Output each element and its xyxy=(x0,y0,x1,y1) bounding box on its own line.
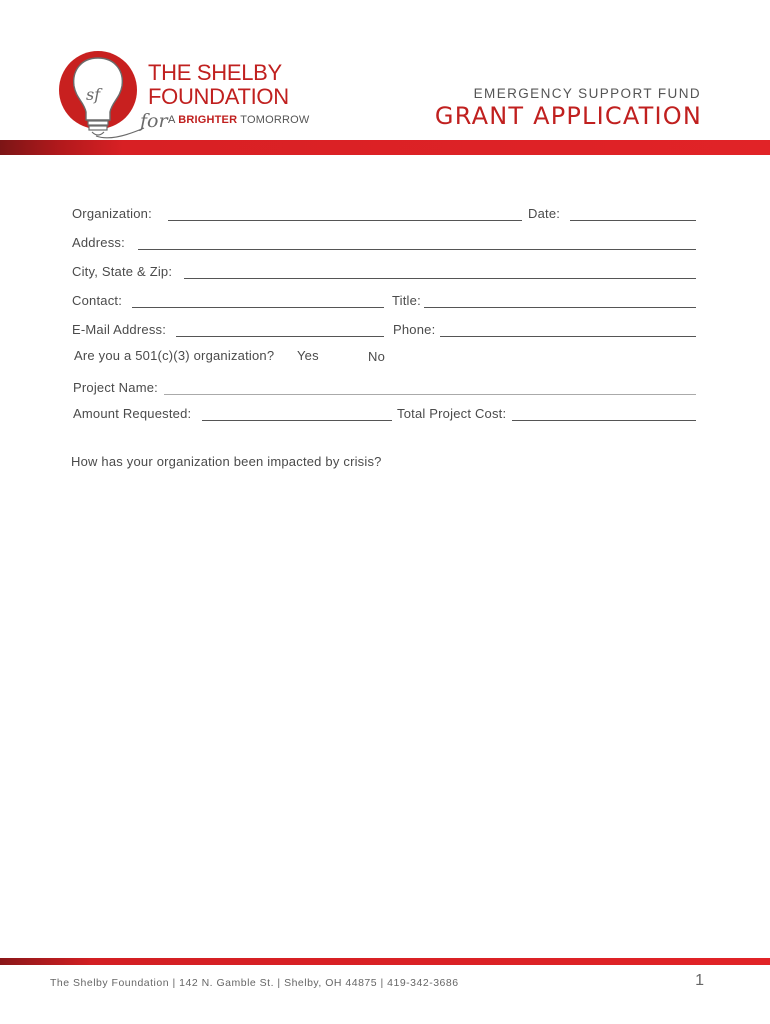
email-underline xyxy=(176,336,384,337)
amount-requested-label: Amount Requested: xyxy=(73,406,192,421)
address-underline xyxy=(138,249,696,250)
phone-field[interactable] xyxy=(442,320,694,336)
tagline-emphasis: BRIGHTER xyxy=(178,114,238,126)
date-underline xyxy=(570,220,696,221)
footer-red-bar xyxy=(0,958,770,965)
logo-tagline xyxy=(168,114,310,126)
total-project-cost-field[interactable] xyxy=(514,404,694,420)
contact-label: Contact: xyxy=(72,293,123,308)
phone-label: Phone: xyxy=(393,322,436,337)
impact-question: How has your organization been impacted by crisis? xyxy=(71,454,382,469)
date-label: Date: xyxy=(528,206,561,221)
yes-label: Yes xyxy=(297,348,319,363)
organization-underline xyxy=(168,220,522,221)
email-field[interactable] xyxy=(178,320,382,336)
page-number: 1 xyxy=(695,972,704,989)
tagline-part-a: A xyxy=(168,114,179,126)
organization-field[interactable] xyxy=(170,204,520,220)
logo-for-script: for xyxy=(140,110,168,132)
question-501c3: Are you a 501(c)(3) organization? xyxy=(74,348,275,363)
address-label: Address: xyxy=(72,235,125,250)
organization-label: Organization: xyxy=(72,206,152,221)
date-field[interactable] xyxy=(572,204,694,220)
contact-underline xyxy=(132,307,384,308)
city-state-zip-label: City, State & Zip: xyxy=(72,264,173,279)
title-field[interactable] xyxy=(426,291,694,307)
email-label: E-Mail Address: xyxy=(72,322,167,337)
header-red-bar xyxy=(0,140,770,155)
logo-title-line1: THE SHELBY xyxy=(148,60,282,85)
city-state-zip-underline xyxy=(184,278,696,279)
city-state-zip-field[interactable] xyxy=(186,262,694,278)
contact-field[interactable] xyxy=(134,291,382,307)
title-label: Title: xyxy=(392,293,421,308)
page-title: GRANT APPLICATION xyxy=(434,102,702,130)
fund-kicker: EMERGENCY SUPPORT FUND xyxy=(473,86,701,101)
total-project-cost-underline xyxy=(512,420,696,421)
footer-address: The Shelby Foundation | 142 N. Gamble St. | Shelby, OH 44875 | 419-342-3686 xyxy=(50,977,459,989)
logo-title-line2: FOUNDATION xyxy=(148,84,289,109)
phone-underline xyxy=(440,336,696,337)
project-name-underline xyxy=(164,394,696,395)
impact-response-area[interactable] xyxy=(71,478,696,938)
project-name-field[interactable] xyxy=(166,378,694,394)
logo-monogram: sf xyxy=(86,85,101,104)
title-underline xyxy=(424,307,696,308)
lightbulb-icon xyxy=(52,46,152,146)
no-label: No xyxy=(368,349,386,364)
amount-requested-field[interactable] xyxy=(204,404,390,420)
total-project-cost-label: Total Project Cost: xyxy=(397,406,507,421)
address-field[interactable] xyxy=(140,233,694,249)
tagline-part-b: TOMORROW xyxy=(237,114,310,126)
amount-requested-underline xyxy=(202,420,392,421)
project-name-label: Project Name: xyxy=(73,380,158,395)
